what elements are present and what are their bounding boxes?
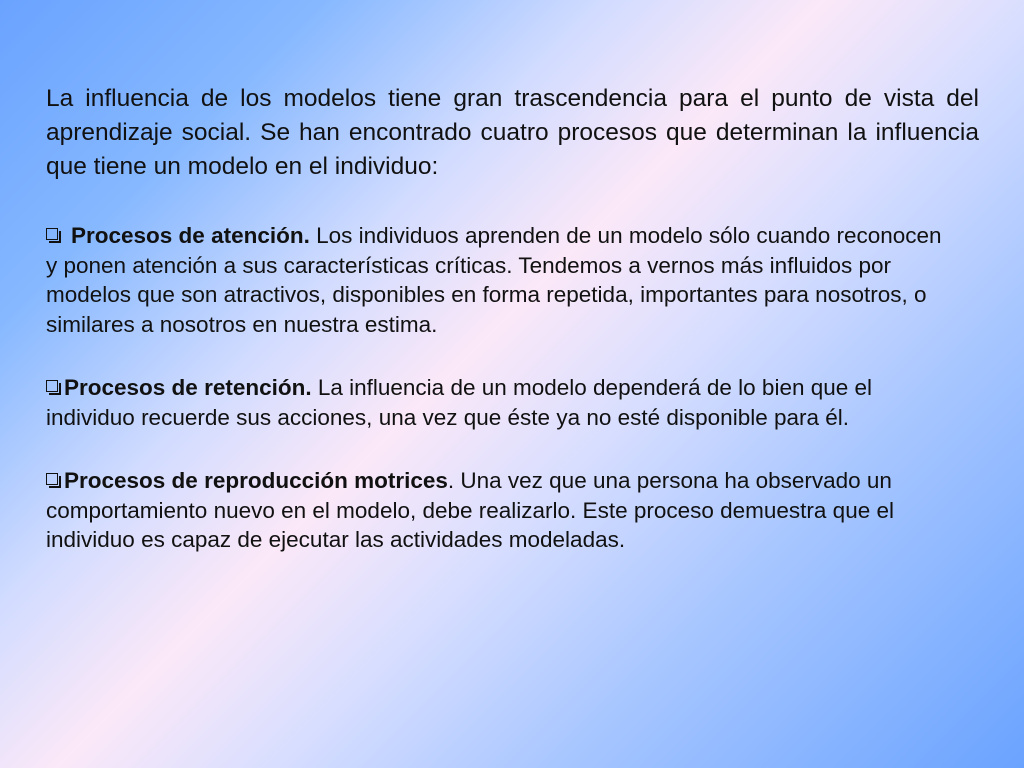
bullet-item-retencion xyxy=(46,373,951,432)
checkbox-square-icon xyxy=(46,228,62,244)
bullet-heading: Procesos de retención. xyxy=(64,375,312,400)
bullet-item-reproduccion xyxy=(46,466,951,555)
bullet-item-atencion xyxy=(46,221,951,339)
slide-content xyxy=(46,82,979,555)
checkbox-square-icon xyxy=(46,473,62,489)
bullet-heading: Procesos de reproducción motrices xyxy=(64,468,448,493)
bullet-text: La influencia de un modelo dependerá de lo bien que el individuo recuerde sus acciones, una vez que éste ya no esté disponible para él. xyxy=(46,375,873,430)
bullet-text: . Una vez que una persona ha observado un comportamiento nuevo en el modelo, debe realizarlo. Este proceso demuestra que el individuo es capaz de ejecutar las actividades modeladas. xyxy=(46,468,894,552)
checkbox-square-icon xyxy=(46,380,62,396)
intro-paragraph: La influencia de los modelos tiene gran trascendencia para el punto de vista del aprendizaje social. Se han encontrado cuatro procesos que determinan la influencia que tiene un modelo en el individuo: xyxy=(46,85,979,180)
bullet-text: Los individuos aprenden de un modelo sólo cuando reconocen y ponen atención a sus características críticas. Tendemos a vernos más influidos por modelos que son atractivos, disponibles en forma repetida, importantes para nosotros, o similares a nosotros en nuestra estima. xyxy=(46,223,942,337)
bullet-heading: Procesos de atención. xyxy=(71,223,310,248)
